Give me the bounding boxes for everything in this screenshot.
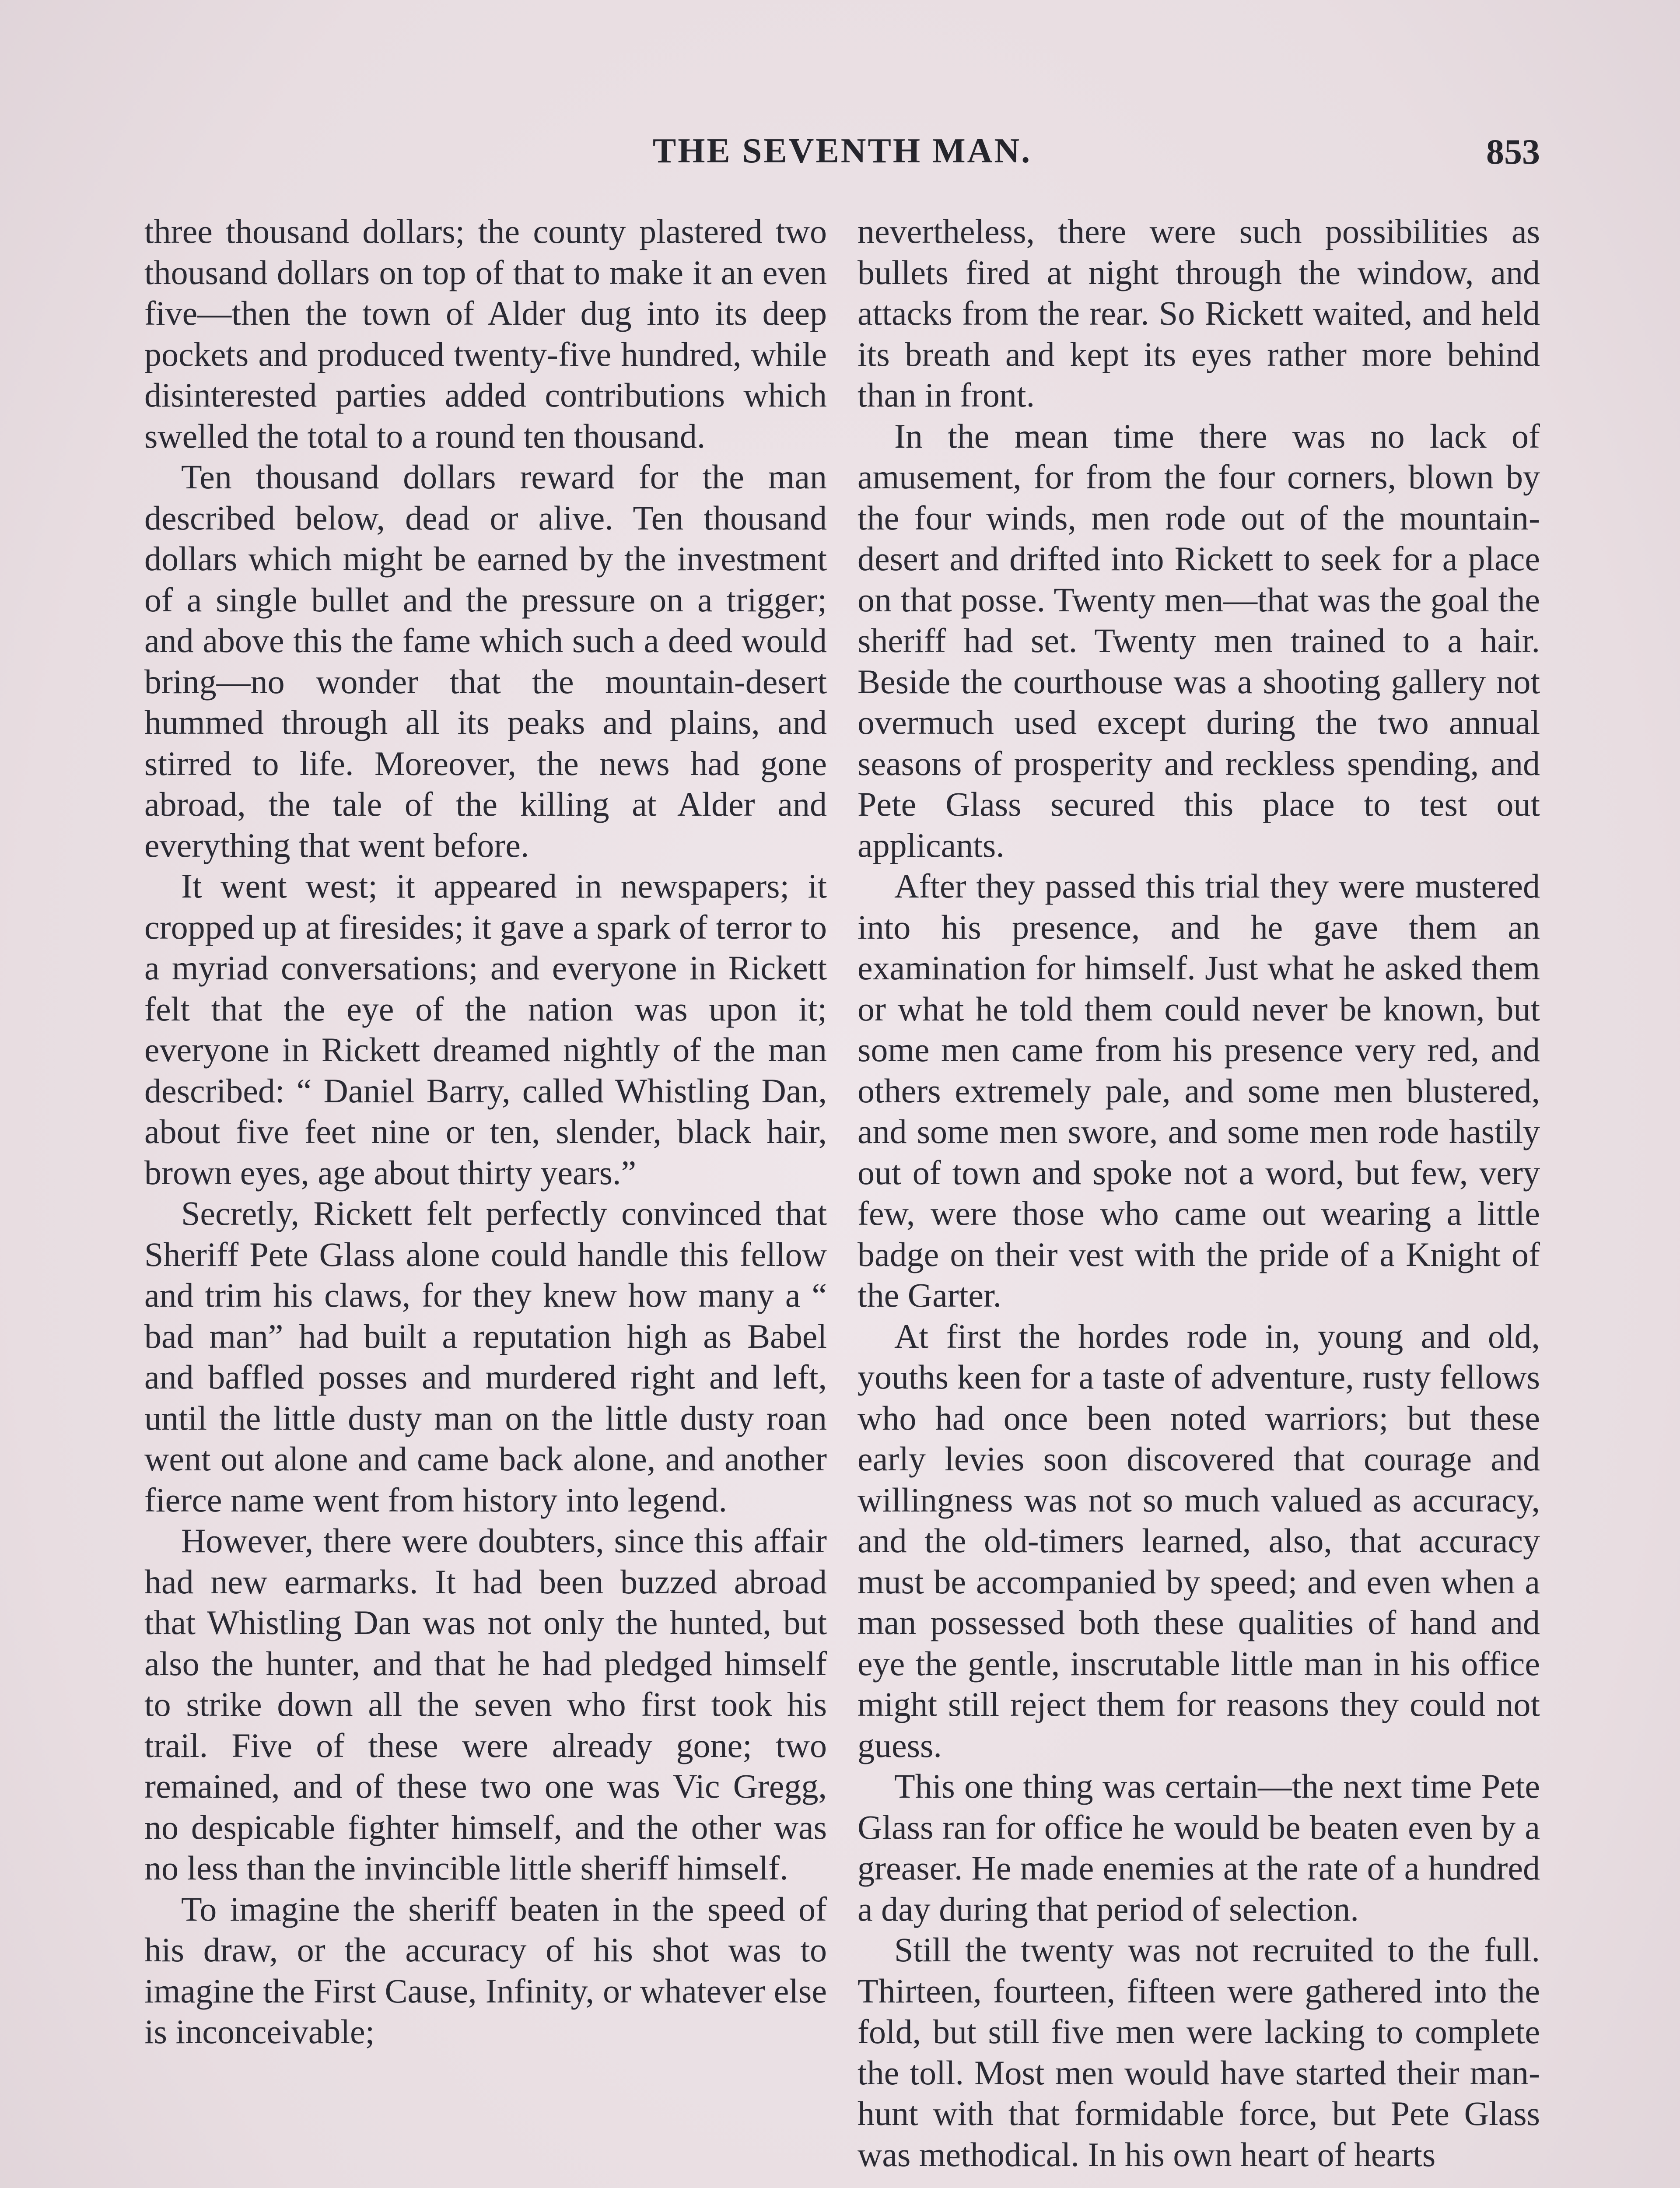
paragraph: However, there were doubters, since this affair had new earmarks. It had been buzzed abroad that Whistling Dan was not only the hunted, but also the hunter, and that he had pledged himself to strike down all the seven who first took his trail. Five of these were already gone; two remained, and of these two one was Vic Gregg, no despicable fighter himself, and the other was no less than the invincible little sheriff himself. [144,1522,827,1887]
paragraph: nevertheless, there were such possibilities as bullets fired at night through the window, and attacks from the rear. So Rickett waited, and held its breath and kept its eyes rather more behind than in front. [858,212,1540,414]
paragraph: This one thing was certain—the next time Pete Glass ran for office he would be beaten even by a greaser. He made enemies at the rate of a hundred a day during that period of selection. [858,1767,1540,1928]
paragraph: Secretly, Rickett felt perfectly convinced that Sheriff Pete Glass alone could handle this fellow and trim his claws, for they knew how many a “ bad man” had built a reputation high as Babel and baffled posses and murdered right and left, until the little dusty man on the little dusty roan went out alone and came back alone, and another fierce name went from history into legend. [144,1194,827,1519]
paragraph: It went west; it appeared in newspapers; it cropped up at firesides; it gave a spark of terror to a myriad conversations; and everyone in Rickett felt that the eye of the nation was upon it; everyone in Rickett dreamed nightly of the man described: “ Daniel Barry, called Whistling Dan, about five feet nine or ten, slender, black hair, brown eyes, age about thirty years.” [144,867,827,1192]
right-column [858,211,1540,2175]
paragraph: In the mean time there was no lack of amusement, for from the four corners, blown by the four winds, men rode out of the mountain-desert and drifted into Rickett to seek for a place on that posse. Twenty men—that was the goal the sheriff had set. Twenty men trained to a hair. Beside the courthouse was a shooting gallery not overmuch used except during the two annual seasons of prosperity and reckless spending, and Pete Glass secured this place to test out applicants. [858,417,1540,864]
left-column [144,211,827,2052]
paragraph: Ten thousand dollars reward for the man described below, dead or alive. Ten thousand dollars which might be earned by the investment of a single bullet and the pressure on a trigger; and above this the fame which such a deed would bring—no wonder that the mountain-desert hummed through all its peaks and plains, and stirred to life. Moreover, the news had gone abroad, the tale of the killing at Alder and everything that went before. [144,458,827,864]
paragraph: After they passed this trial they were mustered into his presence, and he gave them an examination for himself. Just what he asked them or what he told them could never be known, but some men came from his presence very red, and others extremely pale, and some men blustered, and some men swore, and some men rode hastily out of town and spoke not a word, but few, very few, were those who came out wearing a little badge on their vest with the pride of a Knight of the Garter. [858,867,1540,1314]
paragraph: three thousand dollars; the county plastered two thousand dollars on top of that to make it an even five—then the town of Alder dug into its deep pockets and produced twenty-five hundred, while disinterested parties added contributions which swelled the total to a round ten thousand. [144,212,827,455]
page-title: THE SEVENTH MAN. [652,132,1032,170]
page-number: 853 [1486,132,1540,172]
paragraph: To imagine the sheriff beaten in the speed of his draw, or the accuracy of his shot was to imagine the First Cause, Infinity, or whatever else is inconceivable; [144,1890,827,2051]
running-head [144,131,1540,179]
paragraph: Still the twenty was not recruited to the full. Thirteen, fourteen, fifteen were gathered into the fold, but still five men were lacking to complete the toll. Most men would have started their man-hunt with that formidable force, but Pete Glass was methodical. In his own heart of hearts [858,1931,1540,2174]
paragraph: At first the hordes rode in, young and old, youths keen for a taste of adventure, rusty fellows who had once been noted warriors; but these early levies soon discovered that courage and willingness was not so much valued as accuracy, and the old-timers learned, also, that accuracy must be accompanied by speed; and even when a man possessed both these qualities of hand and eye the gentle, inscrutable little man in his office might still reject them for reasons they could not guess. [858,1317,1540,1764]
